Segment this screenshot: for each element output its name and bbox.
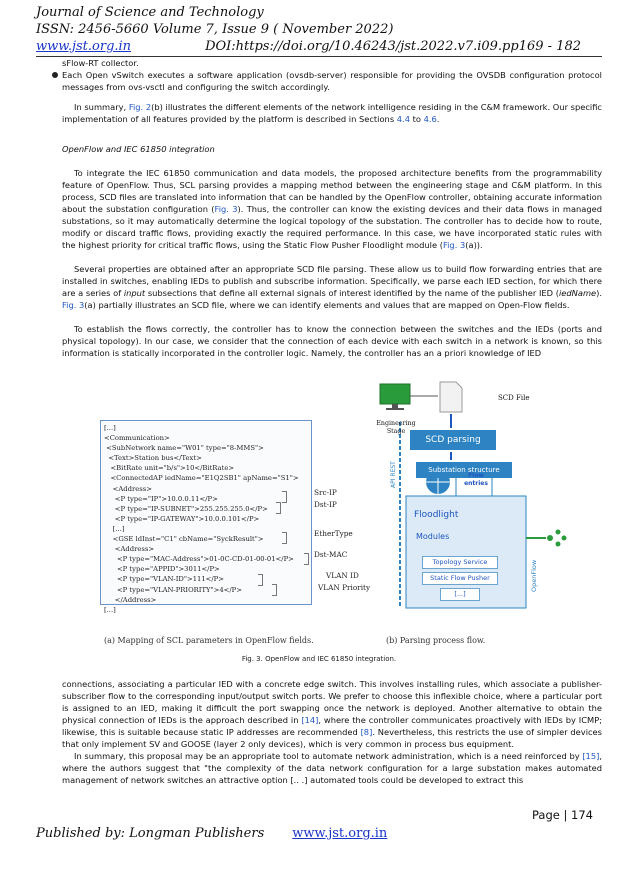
page-footer xyxy=(36,826,387,841)
bullet-item xyxy=(62,69,602,93)
scd-file-label: SCD File xyxy=(498,394,530,402)
code-line: <GSE ldInst="C1" cbName="SyckResult"> xyxy=(104,535,264,544)
text: , where the authors suggest that "the complexity of the data network configuration for a large substation makes automated management of network switches an attractive option [.. .] automated tools could be developed to extract this xyxy=(62,751,602,785)
code-line: <ConnectedAP iedName="E1Q2SB1" apName="S1"> xyxy=(104,474,299,483)
bracket-tick xyxy=(258,574,263,586)
reference-link[interactable]: [8] xyxy=(360,727,373,737)
code-line: <P type="IP">10.0.0.11</P> xyxy=(104,494,218,503)
text: (b) illustrates the different elements of the network intelligence residing in the C&M framework. Our specific implementation of all features provided by the platform is described in Sections xyxy=(62,102,602,124)
network-node-icon xyxy=(562,536,567,541)
text: , where the controller communicates proactively with IEDs by ICMP; likewise, this is suitable because static IP addresses are recommended xyxy=(62,715,603,737)
journal-issn: ISSN: 2456-5660 Volume 7, Issue 9 ( November 2022) xyxy=(36,22,394,37)
topology-service-module: Topology Service xyxy=(422,556,498,569)
substation-structure-block: Substation structure xyxy=(416,462,512,478)
engineering-stage-label: Engineering Stage xyxy=(376,420,416,435)
code-line: <Communication> xyxy=(104,434,170,443)
map-label-ethertype: EtherType xyxy=(314,529,353,538)
paragraph-1 xyxy=(62,167,602,251)
code-line: <P type="MAC-Address">01-0C-CD-01-00-01</P> xyxy=(104,555,294,564)
network-node-icon xyxy=(556,530,561,535)
openflow-label: OpenFlow xyxy=(530,559,538,592)
italic-term: iedName xyxy=(558,288,597,298)
page-number: Page | 174 xyxy=(532,808,593,822)
figure-3 xyxy=(100,378,638,646)
text: ). Thus, the controller can know the existing devices and their data flows in managed substations, so it may automatically determine the logical topology of the substation. The controller has to decide how to route, modify or discard traffic flows, providing exactly the required performance. In this case, we have incorporated static rules with the highest priority for critical traffic flows, using the Static Flow Pusher Floodlight module ( xyxy=(62,204,603,250)
text: to xyxy=(409,114,424,124)
caption-b: (b) Parsing process flow. xyxy=(386,636,486,645)
map-label-vlan-priority: VLAN Priority xyxy=(318,583,371,592)
bracket-tick xyxy=(282,491,287,503)
flow-entries-label: Flow entries xyxy=(464,472,488,487)
reference-link[interactable]: [15] xyxy=(582,751,600,761)
code-line: <P type="IP-GATEWAY">10.0.0.101</P> xyxy=(104,514,260,523)
monitor-base xyxy=(386,408,404,410)
text: In summary, this proposal may be an appropriate tool to automate network administration, which is a need reinforced by xyxy=(74,751,583,761)
api-rest-label: API REST xyxy=(390,461,397,488)
code-line: <P type="IP-SUBNET">255.255.255.0</P> xyxy=(104,504,268,513)
scd-parsing-block: SCD parsing xyxy=(410,430,496,450)
code-line: <BitRate unit="b/s">10</BitRate> xyxy=(104,464,235,473)
bracket-tick xyxy=(272,584,277,596)
bullet-dot xyxy=(52,72,58,78)
bracket-tick xyxy=(276,502,281,514)
journal-header xyxy=(36,4,602,55)
more-modules: [...] xyxy=(440,588,480,601)
reference-link[interactable]: [14] xyxy=(301,715,319,725)
floodlight-label: Floodlight xyxy=(414,510,459,520)
paragraph-5 xyxy=(62,750,602,786)
map-label-dst-mac: Dst-MAC xyxy=(314,550,348,559)
code-line: <P type="VLAN-PRIORITY">4</P> xyxy=(104,585,242,594)
top-line xyxy=(62,57,602,69)
code-line: <P type="VLAN-ID">111</P> xyxy=(104,575,224,584)
text-line: sFlow-RT collector. xyxy=(62,58,139,68)
bracket-tick xyxy=(304,553,309,565)
text: In summary, xyxy=(74,102,129,112)
footer-website-link[interactable]: www.jst.org.in xyxy=(292,826,388,841)
figure-link[interactable]: Fig. 2 xyxy=(128,102,152,112)
journal-doi: DOI:https://doi.org/10.46243/jst.2022.v7.i09.pp169 - 182 xyxy=(205,39,581,54)
bracket-tick xyxy=(282,532,287,544)
code-line: [...] xyxy=(104,524,125,533)
network-node-icon xyxy=(556,542,561,547)
caption-a: (a) Mapping of SCL parameters in OpenFlow fields. xyxy=(104,636,314,645)
monitor-stand xyxy=(392,404,398,408)
text: To integrate the IEC 61850 communication and data models, the proposed architecture benefits from the programmability feature of OpenFlow. Thus, SCL parsing provides a mapping method between the engineering stage and C&M platform. In this process, SCD files are translated into information that can be handled by the OpenFlow controller, obtaining accurate information about the substation configuration ( xyxy=(62,168,602,214)
text: ). xyxy=(596,288,603,298)
summary-paragraph xyxy=(62,101,602,125)
code-line: <Address> xyxy=(104,484,152,493)
code-line: <Address> xyxy=(104,545,155,554)
modules-label: Modules xyxy=(416,532,450,541)
text: connections, associating a particular IED with a concrete edge switch. This involves installing rules, which associate a publisher-subscriber flow to the corresponding input/output switch ports. We prefer to choose this inflexible choice, where a particular port is assigned to an IED, making it difficult the port swapping once the network is deployed. Another alternative to obtain the physical connection of IEDs is the approach described in xyxy=(62,679,602,725)
text: (a) partially illustrates an SCD file, where we can identify elements and values that are mapped on Open-Flow fields. xyxy=(84,300,570,310)
map-label-src-ip: Src-IP xyxy=(314,488,337,497)
figure-link[interactable]: Fig. 3 xyxy=(214,204,238,214)
paragraph-2 xyxy=(62,263,602,311)
figure-link[interactable]: Fig. 3 xyxy=(62,300,85,310)
publisher-text: Published by: Longman Publishers xyxy=(36,826,265,841)
journal-title: Journal of Science and Technology xyxy=(36,5,264,20)
section-title: OpenFlow and IEC 61850 integration xyxy=(62,144,215,154)
code-line: <P type="APPID">3011</P> xyxy=(104,565,220,574)
journal-website-link[interactable]: www.jst.org.in xyxy=(36,39,132,54)
figure-link[interactable]: Fig. 3 xyxy=(442,240,466,250)
static-flow-pusher-module: Static Flow Pusher xyxy=(422,572,498,585)
code-line: [...] xyxy=(104,424,116,432)
file-icon xyxy=(440,382,462,412)
text: subsections that define all external signals of interest identified by the name of the publisher IED ( xyxy=(145,288,559,298)
code-line: <Text>Station bus</Text> xyxy=(104,454,202,463)
text: (a)). xyxy=(465,240,483,250)
bullet-text: Each Open vSwitch executes a software application (ovsdb-server) responsible for providing the OVSDB configuration protocol messages from ovs-vsctl and configuring the switch accordingly. xyxy=(62,70,602,92)
text: To establish the flows correctly, the controller has to know the connection between the switches and the IEDs (ports and physical topology). In our case, we consider that the connection of each device with each switch in a network is known, so this information is statically incorporated in the controller logic. Namely, the controller has an a priori knowledge of IED xyxy=(62,324,602,358)
code-line: [...] xyxy=(104,605,116,614)
map-label-dst-ip: Dst-IP xyxy=(314,500,337,509)
code-line: <SubNetwork name="W01" type="8-MMS"> xyxy=(104,444,264,453)
text: Several properties are obtained after an appropriate SCD file parsing. These allow us to build flow forwarding entries that are installed in switches, enabling IEDs to publish and subscribe information. Specifically, we parse each IED section, for which there are a series of xyxy=(62,264,602,298)
figure-caption: Fig. 3. OpenFlow and IEC 61850 integration. xyxy=(241,655,397,663)
code-line: </Address> xyxy=(104,595,157,604)
section-link[interactable]: 4.4 xyxy=(396,114,410,124)
section-link[interactable]: 4.6 xyxy=(423,114,437,124)
network-node-icon xyxy=(547,535,553,541)
map-label-vlan-id: VLAN ID xyxy=(326,571,359,580)
text: . Nevertheless, this restricts the use of simpler devices that only implement SV and GOOSE (layer 2 only devices), which is very common in process bus equipment. xyxy=(62,727,602,749)
text: . xyxy=(436,114,440,124)
paragraph-4 xyxy=(62,678,602,750)
italic-term: input xyxy=(123,288,146,298)
paragraph-3 xyxy=(62,323,602,359)
computer-monitor-icon xyxy=(380,384,410,404)
